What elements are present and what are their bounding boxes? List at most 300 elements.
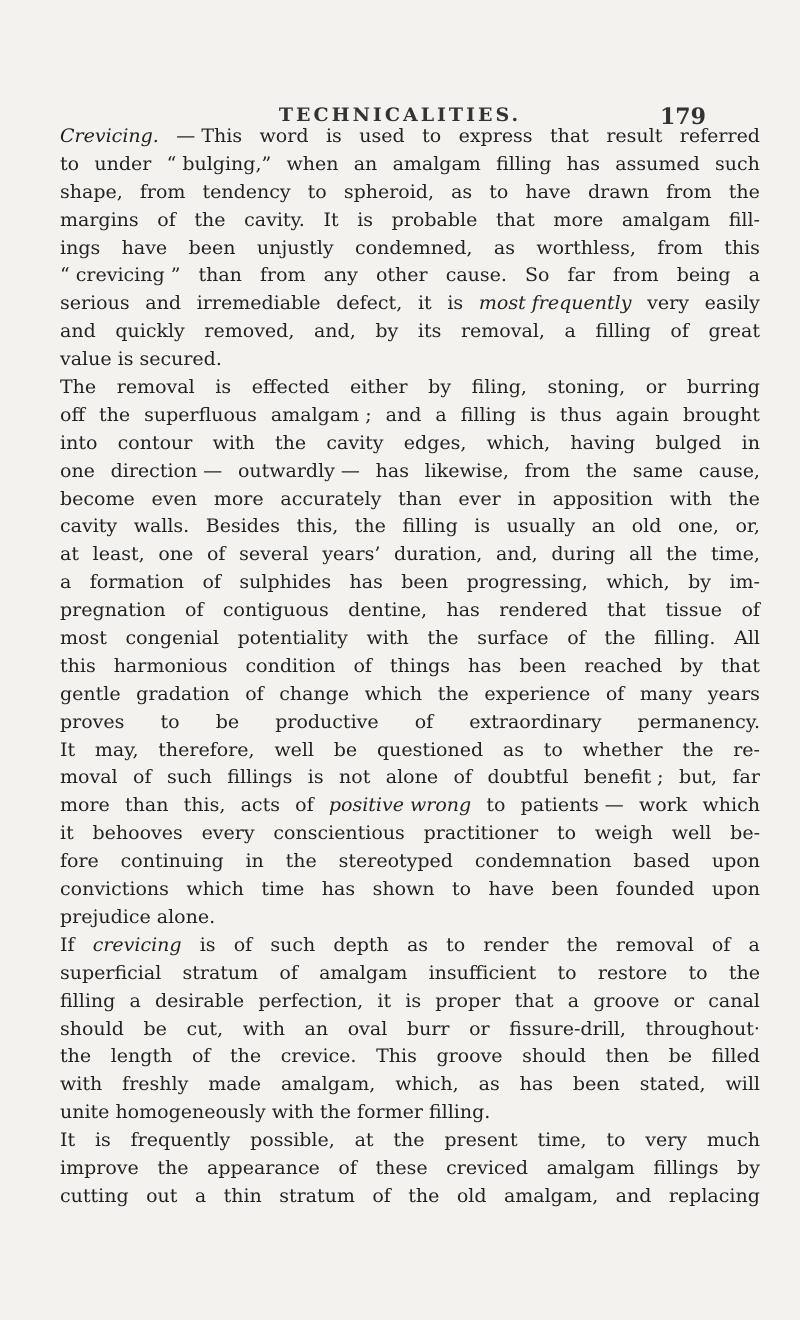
word: of: [567, 627, 586, 650]
word: made: [208, 1073, 262, 1096]
word: accurately: [280, 487, 382, 510]
word: of: [157, 208, 176, 231]
word: from: [139, 180, 186, 203]
word: one,: [677, 515, 719, 538]
word: spheroid,: [343, 180, 435, 203]
word: all: [629, 543, 653, 566]
word: congenial: [125, 627, 219, 650]
word: this: [724, 236, 760, 259]
word: having: [570, 431, 636, 454]
text-line: [60, 737, 760, 765]
word: the: [157, 1156, 189, 1179]
word: alone.: [156, 905, 216, 928]
word: stratum: [279, 1184, 355, 1207]
italic-word: positive wrong: [328, 794, 472, 817]
word: should: [522, 1045, 587, 1068]
word: the: [319, 1101, 352, 1124]
word: likewise,: [424, 459, 509, 482]
word: the: [275, 431, 307, 454]
word: be: [333, 738, 358, 761]
word: moval: [60, 766, 118, 789]
word: is: [199, 933, 216, 956]
word: to: [543, 738, 563, 761]
word: based: [633, 850, 691, 873]
word: these: [375, 1156, 428, 1179]
text-line: [60, 848, 760, 876]
word: homogeneously: [115, 1101, 266, 1124]
word: assumed: [615, 152, 700, 175]
word: unite: [60, 1101, 110, 1124]
word: has: [375, 459, 409, 482]
text-line: [60, 541, 760, 569]
word: every: [201, 822, 255, 845]
word: crevice.: [280, 1045, 357, 1068]
word: with: [242, 1017, 285, 1040]
word: the: [194, 208, 226, 231]
word: of: [605, 682, 625, 705]
word: has: [566, 152, 600, 175]
word: stereotyped: [338, 850, 453, 873]
word: used: [359, 125, 405, 147]
word: things: [389, 654, 451, 677]
text-line: [60, 486, 760, 514]
word: this,: [296, 515, 339, 538]
word: than: [198, 264, 242, 287]
word: to: [557, 961, 577, 984]
word: practitioner: [423, 822, 539, 845]
word: the: [285, 850, 317, 873]
word: time,: [537, 1129, 587, 1152]
word: contiguous: [222, 599, 329, 622]
word: a: [60, 571, 72, 594]
word: as: [502, 738, 524, 761]
word: then: [605, 1045, 650, 1068]
word: from: [613, 264, 659, 287]
word: far: [732, 766, 760, 789]
word: direction —: [110, 459, 223, 482]
word: express: [458, 125, 533, 147]
word: shape,: [60, 180, 123, 203]
word: more: [60, 794, 110, 817]
text-line: [60, 653, 760, 681]
word: filling.: [654, 627, 716, 650]
word: edges,: [403, 431, 467, 454]
word: which: [186, 878, 244, 901]
word: may,: [94, 738, 139, 761]
word: fill-: [728, 208, 760, 231]
word: time,: [710, 543, 760, 566]
word: very: [645, 1129, 688, 1152]
text-line: [60, 904, 760, 932]
word: that: [550, 125, 589, 147]
word: been: [572, 1073, 620, 1096]
word: from: [666, 180, 712, 203]
text-line: [60, 207, 760, 235]
word: to: [451, 878, 472, 901]
text-line: [60, 876, 760, 904]
word: change: [279, 682, 350, 705]
word: or,: [735, 515, 760, 538]
word: been: [188, 236, 236, 259]
word: effected: [251, 376, 330, 399]
word: by: [680, 654, 704, 677]
word: “ bulging,”: [166, 152, 272, 175]
word: filled: [711, 1045, 760, 1068]
word: has: [349, 571, 383, 594]
word: of: [295, 794, 314, 817]
word: is: [405, 989, 422, 1012]
text-line: [60, 1127, 760, 1155]
word: amalgam: [546, 1156, 635, 1179]
italic-word: Crevicing.: [60, 125, 159, 147]
word: condemnation: [474, 850, 612, 873]
word: margins: [60, 208, 139, 231]
word: old: [631, 515, 662, 538]
word: bulged: [655, 431, 722, 454]
word: in: [245, 850, 264, 873]
word: dentine,: [348, 599, 428, 622]
word: and,: [313, 320, 356, 343]
word: cut,: [186, 1017, 224, 1040]
word: formation: [89, 571, 185, 594]
word: drawn: [587, 180, 650, 203]
word: well: [671, 822, 712, 845]
word: conscientious: [273, 822, 405, 845]
word: benefit ;: [583, 766, 664, 789]
word: cause.: [445, 264, 507, 287]
word: amalgam ;: [270, 403, 372, 426]
word: to: [557, 822, 577, 845]
word: the: [98, 403, 131, 426]
word: of: [453, 766, 473, 789]
word: of: [711, 933, 731, 956]
word: as: [493, 236, 515, 259]
word: weigh: [594, 822, 653, 845]
word: gentle: [60, 682, 121, 705]
word: contour: [117, 431, 193, 454]
text-line: [60, 318, 760, 346]
word: to: [606, 1129, 626, 1152]
word: alone: [385, 766, 439, 789]
body-text: [60, 123, 760, 1211]
word: filling: [460, 403, 517, 426]
word: doubtful: [487, 766, 569, 789]
word: the: [666, 543, 698, 566]
word: be-: [730, 822, 760, 845]
word: progressing,: [466, 571, 588, 594]
word: than: [398, 487, 442, 510]
word: value: [60, 348, 112, 371]
word: at: [60, 543, 79, 566]
word: amalgam,: [280, 1073, 376, 1096]
word: “ crevicing ”: [60, 264, 181, 287]
word: extraordinary: [469, 710, 602, 733]
word: reached: [584, 654, 663, 677]
word: filling: [60, 989, 116, 1012]
word: The: [60, 376, 97, 399]
word: stratum: [182, 961, 259, 984]
word: founded: [615, 878, 695, 901]
word: convictions: [60, 878, 169, 901]
word: — This: [176, 125, 243, 147]
word: it: [60, 822, 74, 845]
word: such: [270, 933, 316, 956]
word: condemned,: [355, 236, 473, 259]
word: secured.: [139, 348, 222, 371]
word: off: [60, 403, 85, 426]
word: of: [233, 933, 253, 956]
word: to: [422, 125, 442, 147]
word: acts: [240, 794, 280, 817]
word: which: [702, 794, 760, 817]
word: have: [488, 878, 535, 901]
word: of: [133, 766, 152, 789]
word: to: [160, 710, 180, 733]
word: insufficient: [428, 961, 537, 984]
word: proves: [60, 710, 125, 733]
word: which: [364, 682, 423, 705]
text-line: [60, 374, 760, 402]
word: questioned: [376, 738, 484, 761]
word: All: [734, 627, 760, 650]
word: throughout·: [645, 1017, 760, 1040]
word: ever: [458, 487, 501, 510]
word: walls.: [133, 515, 190, 538]
word: a: [748, 264, 760, 287]
word: with: [212, 431, 255, 454]
text-line: [60, 820, 760, 848]
text-line: [60, 1099, 760, 1127]
word: a: [567, 989, 580, 1012]
word: several: [239, 543, 309, 566]
word: of: [191, 1045, 211, 1068]
word: that: [514, 989, 554, 1012]
italic-word: most frequently: [478, 292, 632, 315]
word: burring: [686, 376, 760, 399]
word: freshly: [122, 1073, 189, 1096]
word: It: [60, 738, 76, 761]
word: same: [632, 459, 684, 482]
word: with: [271, 1101, 314, 1124]
running-title: TECHNICALITIES.: [278, 104, 522, 126]
word: defect,: [336, 292, 403, 315]
word: removed,: [204, 320, 295, 343]
word: thin: [223, 1184, 262, 1207]
word: cavity.: [244, 208, 305, 231]
word: fissure-drill,: [509, 1017, 626, 1040]
word: should: [60, 1017, 124, 1040]
word: the: [437, 682, 469, 705]
word: possible,: [250, 1129, 335, 1152]
word: condition: [245, 654, 336, 677]
word: is: [117, 348, 134, 371]
word: a: [129, 989, 141, 1012]
word: whether: [582, 738, 663, 761]
word: probable: [391, 208, 478, 231]
word: the: [230, 1045, 262, 1068]
word: not: [339, 766, 371, 789]
word: of: [670, 320, 689, 343]
word: shown: [372, 878, 435, 901]
word: filling: [496, 152, 552, 175]
word: being: [676, 264, 731, 287]
word: and: [385, 403, 422, 426]
word: therefore,: [158, 738, 255, 761]
word: sulphides: [239, 571, 332, 594]
word: restore: [597, 961, 668, 984]
text-line: [60, 235, 760, 263]
word: quickly: [115, 320, 185, 343]
word: groove: [593, 989, 660, 1012]
word: fillings: [227, 766, 293, 789]
word: desirable: [155, 989, 245, 1012]
text-line: [60, 709, 760, 737]
word: the: [60, 1045, 92, 1068]
word: that: [721, 654, 760, 677]
word: amalgam: [621, 208, 711, 231]
word: amalgam: [392, 152, 481, 175]
word: one: [158, 543, 194, 566]
word: the: [427, 627, 459, 650]
word: either: [350, 376, 408, 399]
word: of: [206, 543, 226, 566]
word: upon: [711, 850, 760, 873]
word: at: [354, 1129, 374, 1152]
text-line: [60, 151, 760, 179]
text-line: [60, 960, 760, 988]
word: and: [60, 320, 96, 343]
word: which,: [395, 1073, 459, 1096]
text-line: [60, 597, 760, 625]
word: proper: [435, 989, 501, 1012]
word: into: [60, 431, 98, 454]
word: the: [393, 1129, 425, 1152]
word: former: [357, 1101, 423, 1124]
word: such: [166, 766, 212, 789]
word: tissue: [665, 599, 723, 622]
word: is: [215, 376, 232, 399]
word: upon: [711, 878, 760, 901]
text-line: [60, 513, 760, 541]
word: easily: [704, 292, 760, 315]
page-number: 179: [660, 104, 706, 130]
text-line: [60, 625, 760, 653]
word: result: [606, 125, 663, 147]
word: as: [451, 180, 473, 203]
word: This: [376, 1045, 417, 1068]
word: has: [321, 878, 356, 901]
word: work: [638, 794, 688, 817]
word: gradation: [136, 682, 230, 705]
word: that: [495, 208, 535, 231]
word: rendered: [499, 599, 588, 622]
word: continuing: [120, 850, 224, 873]
word: stated,: [639, 1073, 706, 1096]
word: stoning,: [547, 376, 626, 399]
word: potentiality: [237, 627, 348, 650]
text-line: [60, 346, 760, 374]
text-line: [60, 764, 760, 792]
text-line: [60, 1183, 760, 1211]
word: behooves: [92, 822, 183, 845]
word: filling: [402, 515, 458, 538]
word: of: [202, 571, 221, 594]
text-line: [60, 932, 760, 960]
word: been: [401, 571, 449, 594]
word: has: [446, 599, 480, 622]
word: far: [567, 264, 595, 287]
word: most: [60, 627, 107, 650]
word: patients —: [520, 794, 624, 817]
word: to: [688, 961, 708, 984]
word: It: [323, 208, 339, 231]
word: much: [706, 1129, 760, 1152]
word: the: [728, 487, 760, 510]
word: a: [748, 933, 760, 956]
word: burr: [406, 1017, 450, 1040]
word: surface: [477, 627, 549, 650]
word: in: [517, 487, 536, 510]
word: cavity: [326, 431, 384, 454]
text-line: [60, 1016, 760, 1044]
word: has: [519, 1073, 553, 1096]
word: duration,: [394, 543, 483, 566]
word: been: [519, 654, 567, 677]
word: any: [323, 264, 358, 287]
word: it: [377, 989, 392, 1012]
word: brought: [682, 403, 760, 426]
word: an: [591, 515, 616, 538]
word: the: [728, 180, 760, 203]
word: If: [60, 933, 75, 956]
word: but,: [678, 766, 718, 789]
word: be: [668, 1045, 693, 1068]
word: its: [417, 320, 442, 343]
word: replacing: [668, 1184, 760, 1207]
word: apposition: [552, 487, 653, 510]
word: re-: [733, 738, 760, 761]
word: tendency: [202, 180, 291, 203]
text-line: [60, 1155, 760, 1183]
word: of: [185, 599, 204, 622]
word: with: [366, 627, 409, 650]
word: It: [60, 1129, 76, 1152]
word: will: [725, 1073, 760, 1096]
word: present: [444, 1129, 518, 1152]
word: ings: [60, 236, 101, 259]
word: in: [741, 431, 760, 454]
word: fillings: [653, 1156, 719, 1179]
word: productive: [275, 710, 379, 733]
word: years: [707, 682, 760, 705]
word: by: [688, 571, 712, 594]
word: by: [375, 320, 399, 343]
word: or: [469, 1017, 490, 1040]
word: filing,: [471, 376, 527, 399]
word: during: [551, 543, 616, 566]
word: again: [615, 403, 669, 426]
word: by: [737, 1156, 760, 1179]
word: as: [406, 933, 429, 956]
word: outwardly —: [237, 459, 360, 482]
word: removal: [615, 933, 694, 956]
word: is: [447, 292, 464, 315]
word: cavity: [60, 515, 118, 538]
word: well: [274, 738, 314, 761]
word: the: [354, 515, 386, 538]
word: word: [259, 125, 309, 147]
word: is: [94, 1129, 111, 1152]
